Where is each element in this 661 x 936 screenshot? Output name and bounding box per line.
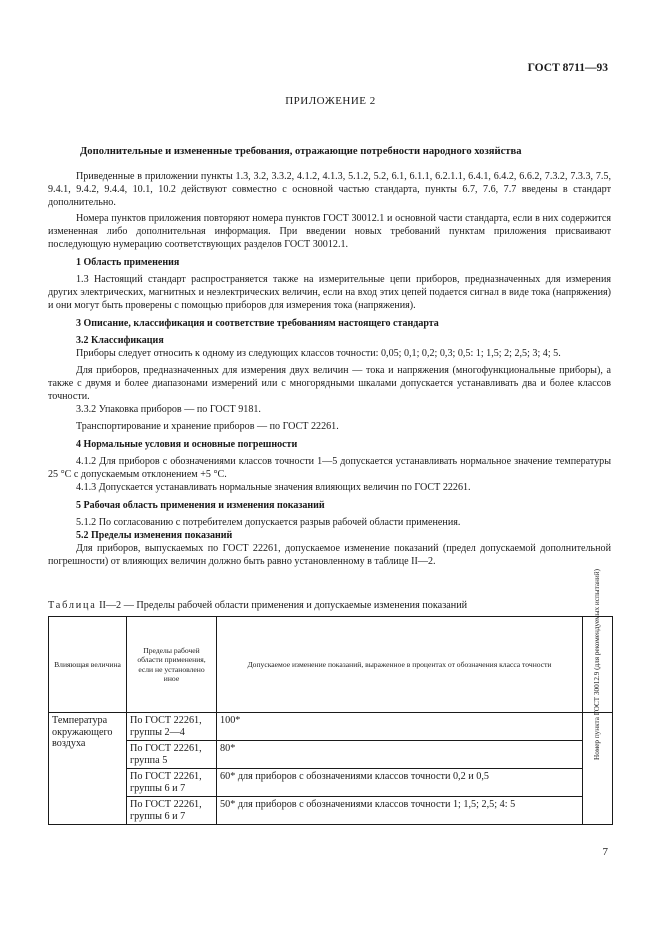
clause-5-1-2: 5.1.2 По согласованию с потребителем допускается разрыв рабочей области применения.	[76, 517, 461, 528]
clause-3-2-text-2: Для приборов, предназначенных для измерения двух величин — тока и напряжения (многофункциональные приборы), а также с двумя и более диапазонами измерений или с многорядными шкалами допускается устанавливать два и более классов точности.	[48, 365, 611, 402]
header-change: Допускаемое изменение показаний, выраженное в процентах от обозначения класса точности	[217, 617, 583, 713]
intro-paragraph-1: Приведенные в приложении пункты 1.3, 3.2, 3.3.2, 4.1.2, 4.1.3, 5.1.2, 5.2, 6.1, 6.1.1, 6.2.1.1, 6.4.1, 6.4.2, 6.6.2, 7.3.2, 7.3.3, 7.5, 9.4.1, 9.4.2, 9.4.4, 10.1, 10.2 действуют совместно с основной частью стандарта, пункты 6.7, 7.6, 7.7 введены в стандарт дополнительно.	[48, 171, 611, 208]
cell-influence: Температура окружающего воздуха	[49, 713, 127, 825]
intro-paragraph-2: Номера пунктов приложения повторяют номера пунктов ГОСТ 30012.1 и основной части стандарта, если в них содержится измененная либо дополнительная информация. При введении новых требований пунктам приложения присваивают последующую нумерацию соответствующих разделов ГОСТ 30012.1.	[48, 213, 611, 250]
section-4-heading: 4 Нормальные условия и основные погрешности	[76, 439, 298, 450]
cell-change: 60* для приборов с обозначениями классов точности 0,2 и 0,5	[217, 769, 583, 797]
document-body	[48, 170, 611, 568]
section-1-heading: 1 Область применения	[76, 257, 180, 268]
cell-limits: По ГОСТ 22261, группы 6 и 7	[127, 797, 217, 825]
clause-3-2-text-1: Приборы следует относить к одному из следующих классов точности: 0,05; 0,1; 0,2; 0,3; 0,5: 1; 1,5; 2; 2,5; 3; 4; 5.	[76, 348, 561, 359]
appendix-title: Дополнительные и измененные требования, отражающие потребности народного хозяйства	[80, 146, 522, 157]
clause-5-2-heading: 5.2 Пределы изменения показаний	[76, 530, 233, 541]
clause-5-2-text: Для приборов, выпускаемых по ГОСТ 22261, допускаемое изменение показаний (предел допускаемой дополнительной погрешности) от влияющих величин должно быть равно установленному в таблице II—2.	[48, 543, 611, 567]
clause-3-3-2-transport: Транспортирование и хранение приборов — по ГОСТ 22261.	[76, 421, 339, 432]
header-clause-number-text: Номер пункта ГОСТ 30012.9 (для рекомендуемых испытаний)	[593, 569, 602, 760]
header-influence: Влияющая величина	[49, 617, 127, 713]
cell-change: 100*	[217, 713, 583, 741]
page-number: 7	[602, 846, 608, 858]
table-header-row	[49, 617, 613, 713]
section-5-heading: 5 Рабочая область применения и изменения показаний	[76, 500, 325, 511]
table-caption-text: II—2 — Пределы рабочей области применения и допускаемые изменения показаний	[99, 600, 468, 611]
cell-change: 50* для приборов с обозначениями классов точности 1; 1,5; 2,5; 4: 5	[217, 797, 583, 825]
cell-limits: По ГОСТ 22261, группы 6 и 7	[127, 769, 217, 797]
clause-3-3-2: 3.3.2 Упаковка приборов — по ГОСТ 9181.	[76, 404, 261, 415]
appendix-heading: ПРИЛОЖЕНИЕ 2	[285, 95, 376, 107]
clause-3-2-heading: 3.2 Классификация	[76, 335, 164, 346]
cell-limits: По ГОСТ 22261, группы 2—4	[127, 713, 217, 741]
cell-limits: По ГОСТ 22261, группа 5	[127, 741, 217, 769]
header-clause-number	[583, 569, 613, 760]
table-caption	[48, 599, 611, 612]
section-3-heading: 3 Описание, классификация и соответствие требованиям настоящего стандарта	[76, 318, 439, 329]
table-caption-label: Таблица	[48, 600, 97, 611]
table-row	[49, 713, 613, 741]
document-code: ГОСТ 8711—93	[527, 62, 608, 74]
header-limits: Пределы рабочей области применения, если не установлено иное	[127, 617, 217, 713]
table-row	[49, 769, 613, 797]
clause-1-3: 1.3 Настоящий стандарт распространяется также на измерительные цепи приборов, предназначенных для измерения других электрических, магнитных и неэлектрических величин, если на вход этих цепей подается сигнал в виде тока (напряжения) и они могут быть проверены с помощью приборов для измерения тока (напряжения).	[48, 274, 611, 311]
clause-4-1-3: 4.1.3 Допускается устанавливать нормальные значения влияющих величин по ГОСТ 22261.	[76, 482, 471, 493]
cell-change: 80*	[217, 741, 583, 769]
clause-4-1-2: 4.1.2 Для приборов с обозначениями классов точности 1—5 допускается устанавливать нормальное значение температуры 25 °С с допускаемым отклонением +5 °С.	[48, 456, 611, 480]
table-row	[49, 797, 613, 825]
table-row	[49, 741, 613, 769]
